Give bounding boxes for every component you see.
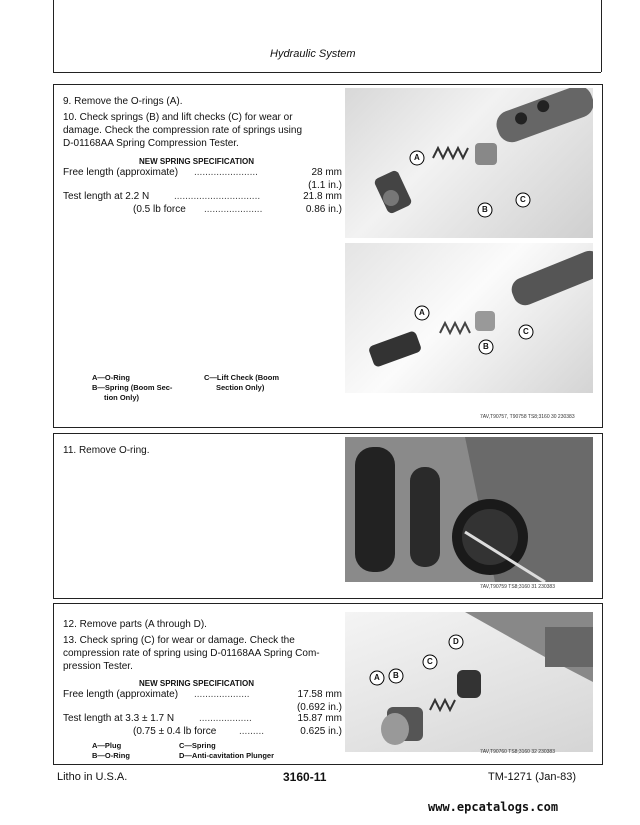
- step-13-line-1: 13. Check spring (C) for wear or damage. Check the: [63, 635, 295, 646]
- spec-row-label: Free length (approximate): [63, 167, 179, 178]
- o-ring-removal-photo: [345, 437, 593, 582]
- litho-note: Litho in U.S.A.: [57, 771, 128, 783]
- spec-row-value: 0.86 in.): [305, 204, 342, 215]
- spec-row-label: Test length at 2.2 N: [63, 191, 150, 202]
- spring-lift-check-illustration: [345, 243, 593, 393]
- step-9-text: 9. Remove the O-rings (A).: [63, 96, 183, 107]
- section-title: Hydraulic System: [270, 48, 356, 60]
- step-10-line-2: damage. Check the compression rate of springs using: [63, 125, 303, 136]
- callout-d: D: [453, 637, 459, 646]
- callout-b: B: [483, 342, 489, 351]
- step-12-text: 12. Remove parts (A through D).: [63, 619, 207, 630]
- anti-cavitation-parts-photo: [345, 612, 593, 752]
- callout-a: A: [419, 308, 425, 317]
- photo-reference: 7AV,T90759 TS8;3160 31 230383: [480, 584, 555, 590]
- spec-leader: ....................: [194, 689, 250, 700]
- spec-row-value: 0.625 in.): [300, 726, 342, 737]
- manual-id: TM-1271 (Jan-83): [488, 771, 577, 783]
- legend-item: C—Spring: [179, 741, 216, 750]
- spec-row-label: (0.5 lb force: [133, 204, 186, 215]
- spec-row-value: 28 mm: [311, 167, 342, 178]
- spec-row-label: Free length (approximate): [63, 689, 179, 700]
- step-10-line-1: 10. Check springs (B) and lift checks (C) for wear or: [63, 112, 293, 123]
- callout-c: C: [523, 327, 529, 336]
- watermark: www.epcatalogs.com: [428, 800, 559, 814]
- spec-row-value: (0.692 in.): [296, 702, 342, 713]
- legend-item: Section Only): [216, 383, 265, 392]
- callout-a: A: [414, 153, 420, 162]
- callout-a: A: [374, 673, 380, 682]
- spec-row-value: 17.58 mm: [297, 689, 342, 700]
- spec-leader: .........: [239, 726, 265, 737]
- step-13-line-3: pression Tester.: [63, 661, 133, 672]
- legend-item: D—Anti-cavitation Plunger: [179, 751, 275, 760]
- spec-heading: NEW SPRING SPECIFICATION: [139, 679, 254, 688]
- legend-item: A—Plug: [92, 741, 122, 750]
- spec-leader: .....................: [204, 204, 263, 215]
- legend-item: A—O-Ring: [92, 373, 130, 382]
- header-rule: [53, 72, 601, 73]
- spec-row-label: (0.75 ± 0.4 lb force: [133, 726, 217, 737]
- spring-lift-check-photo-upper: [345, 88, 593, 238]
- step-panel-2: [53, 433, 603, 599]
- step-panel-3: [53, 603, 603, 765]
- step-panel-1: [53, 84, 603, 428]
- legend-item: B—Spring (Boom Sec-: [92, 383, 173, 392]
- spec-row-value: (1.1 in.): [308, 180, 342, 191]
- legend-item: tion Only): [104, 393, 139, 402]
- step-10-text: [63, 111, 343, 150]
- anti-cavitation-parts-illustration: [345, 612, 593, 752]
- spring-lift-check-photo-lower: [345, 243, 593, 393]
- callout-c: C: [427, 657, 433, 666]
- photo-reference: 7AV,T90760 TS8;3160 32 230383: [480, 749, 555, 755]
- spec-leader: ...................: [199, 713, 252, 724]
- header-border-right: [601, 0, 602, 72]
- spec-leader: .......................: [194, 167, 258, 178]
- callout-b: B: [393, 671, 399, 680]
- step-11-text: 11. Remove O-ring.: [63, 445, 150, 456]
- page-number: 3160-11: [283, 770, 327, 784]
- step-13-line-2: compression rate of spring using D-01168AA Spring Com-: [63, 648, 320, 659]
- callout-b: B: [482, 205, 488, 214]
- spec-heading: NEW SPRING SPECIFICATION: [139, 157, 254, 166]
- legend-item: B—O-Ring: [92, 751, 130, 760]
- spec-leader: ...............................: [174, 191, 261, 202]
- figure-legend-right: [204, 373, 279, 393]
- figure-legend-right: [179, 741, 274, 761]
- figure-legend-left: [92, 741, 130, 761]
- callout-c: C: [520, 195, 526, 204]
- header-border-left: [53, 0, 54, 72]
- step-13-text: [63, 634, 343, 673]
- photo-reference: 7AV,T90757, T90758 TS8;3160 30 230383: [480, 414, 575, 420]
- step-10-line-3: D-01168AA Spring Compression Tester.: [63, 138, 239, 149]
- legend-item: C—Lift Check (Boom: [204, 373, 279, 382]
- spring-lift-check-illustration: [345, 88, 593, 238]
- spec-row-value: 21.8 mm: [303, 191, 342, 202]
- o-ring-removal-illustration: [345, 437, 593, 582]
- spec-row-value: 15.87 mm: [297, 713, 342, 724]
- figure-legend-left: [92, 373, 172, 403]
- spec-row-label: Test length at 3.3 ± 1.7 N: [63, 713, 175, 724]
